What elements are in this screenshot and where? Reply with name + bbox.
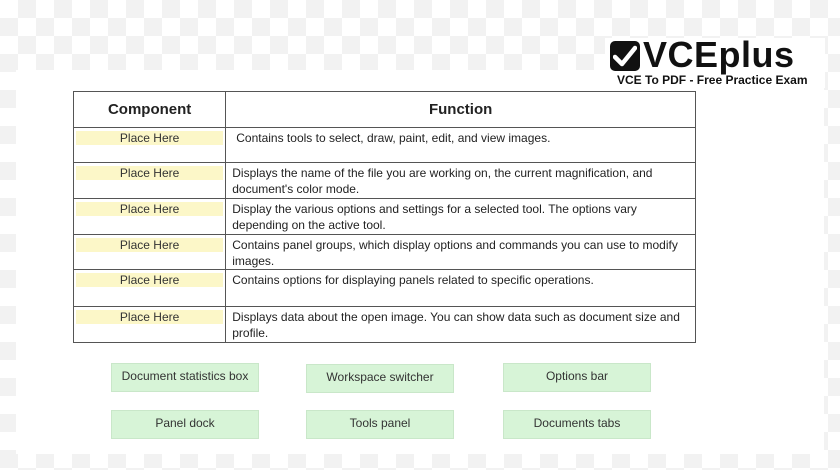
choice-panel-dock[interactable]: Panel dock <box>111 410 259 439</box>
header-component: Component <box>74 92 226 128</box>
choice-document-statistics-box[interactable]: Document statistics box <box>111 363 259 392</box>
function-text: Contains panel groups, which display options and commands you can use to modify images. <box>232 238 678 268</box>
drop-target-cell[interactable] <box>74 163 226 199</box>
logo-brand-text: VCEplus <box>643 34 795 75</box>
function-cell <box>226 307 696 343</box>
table-header-row <box>74 92 696 128</box>
drop-target-cell[interactable] <box>74 128 226 163</box>
table-row <box>74 199 696 235</box>
function-cell <box>226 128 696 163</box>
logo-tagline: VCE To PDF - Free Practice Exam <box>617 73 808 87</box>
drop-target-placeholder[interactable]: Place Here <box>76 273 223 287</box>
drop-target-cell[interactable] <box>74 307 226 343</box>
table-row <box>74 307 696 343</box>
function-text: Contains options for displaying panels related to specific operations. <box>232 273 594 287</box>
header-function: Function <box>226 92 696 128</box>
vceplus-logo <box>605 34 825 88</box>
table-row <box>74 270 696 307</box>
function-cell <box>226 199 696 235</box>
choice-tools-panel[interactable]: Tools panel <box>306 410 454 439</box>
function-cell <box>226 163 696 199</box>
drop-target-cell[interactable] <box>74 270 226 307</box>
function-text: Display the various options and settings for a selected tool. The options vary depending on the active tool. <box>232 202 637 232</box>
drop-target-placeholder[interactable]: Place Here <box>76 131 223 145</box>
drop-target-cell[interactable] <box>74 235 226 270</box>
function-cell <box>226 235 696 270</box>
choice-documents-tabs[interactable]: Documents tabs <box>503 410 651 439</box>
function-cell <box>226 270 696 307</box>
component-function-table <box>73 91 696 343</box>
drop-target-placeholder[interactable]: Place Here <box>76 310 223 324</box>
function-text: Contains tools to select, draw, paint, edit, and view images. <box>236 131 551 145</box>
choice-options-bar[interactable]: Options bar <box>503 363 651 392</box>
checkmark-icon <box>610 41 640 71</box>
table-row <box>74 128 696 163</box>
drop-target-placeholder[interactable]: Place Here <box>76 238 223 252</box>
drop-target-placeholder[interactable]: Place Here <box>76 202 223 216</box>
function-text: Displays the name of the file you are working on, the current magnification, and document's color mode. <box>232 166 653 196</box>
choice-workspace-switcher[interactable]: Workspace switcher <box>306 364 454 393</box>
drop-target-placeholder[interactable]: Place Here <box>76 166 223 180</box>
drop-target-cell[interactable] <box>74 199 226 235</box>
table-row <box>74 163 696 199</box>
table-row <box>74 235 696 270</box>
function-text: Displays data about the open image. You can show data such as document size and profile. <box>232 310 680 340</box>
